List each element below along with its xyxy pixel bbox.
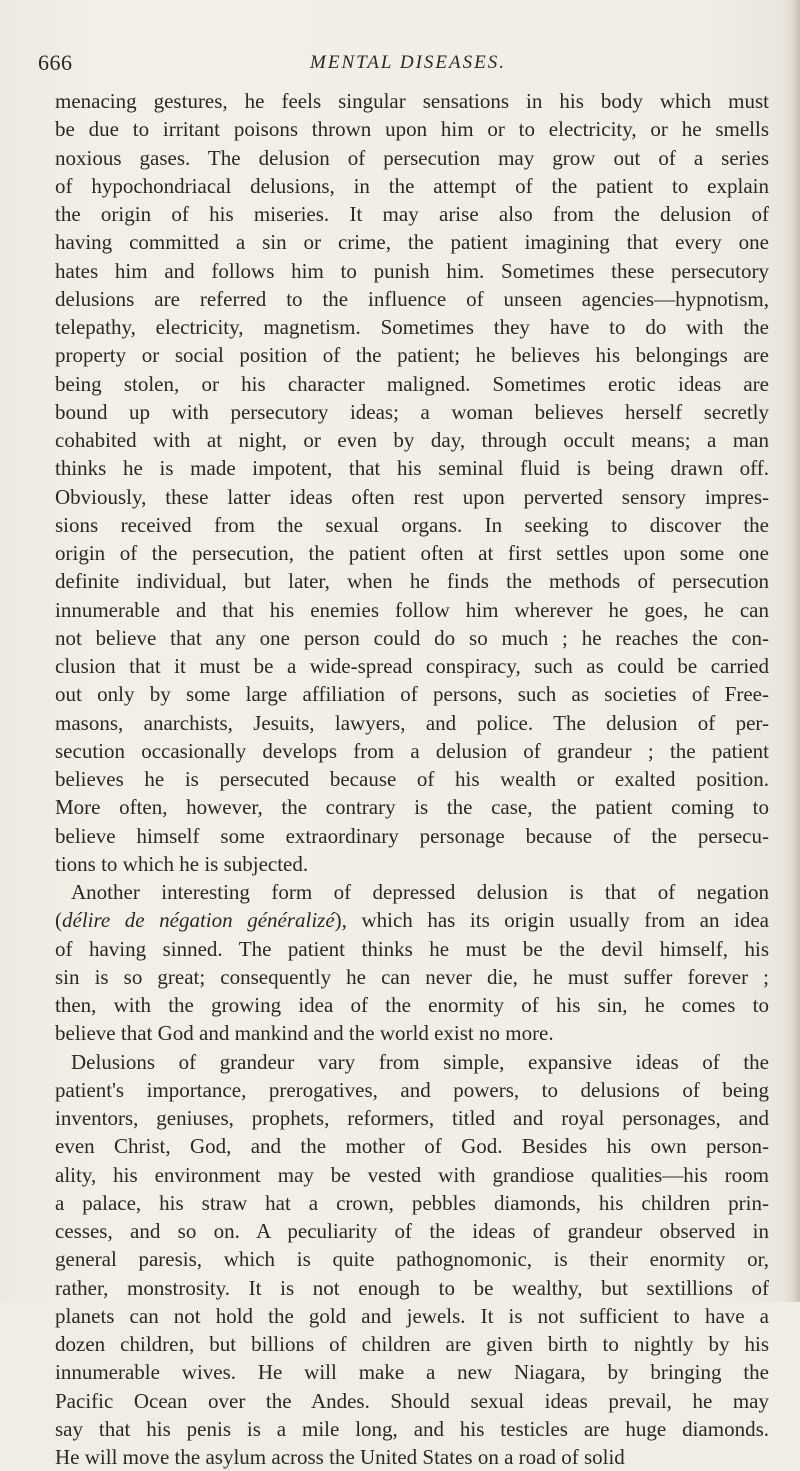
text-line: patient's importance, prerogatives, and powers, to delusions of being (55, 1076, 769, 1104)
text-line: property or social position of the patient; he believes his belongings are (55, 341, 769, 369)
text-line: planets can not hold the gold and jewels. It is not sufficient to have a (55, 1302, 769, 1330)
text-line: Pacific Ocean over the Andes. Should sexual ideas prevail, he may (55, 1387, 769, 1415)
text-line: More often, however, the contrary is the case, the patient coming to (55, 793, 769, 821)
text-line: bound up with persecutory ideas; a woman believes herself secretly (55, 398, 769, 426)
page-header (38, 50, 778, 80)
text-line: innumerable wives. He will make a new Niagara, by bringing the (55, 1358, 769, 1386)
text-line: dozen children, but billions of children are given birth to nightly by his (55, 1330, 769, 1358)
text-line: believe himself some extraordinary personage because of the persecu- (55, 822, 769, 850)
text-line: be due to irritant poisons thrown upon him or to electricity, or he smells (55, 115, 769, 143)
text-line: say that his penis is a mile long, and his testicles are huge diamonds. (55, 1415, 769, 1443)
text-line: sions received from the sexual organs. In seeking to discover the (55, 511, 769, 539)
text-line: clusion that it must be a wide-spread conspiracy, such as could be carried (55, 652, 769, 680)
text-line: hates him and follows him to punish him. Sometimes these persecutory (55, 257, 769, 285)
text-line: then, with the growing idea of the enormity of his sin, he comes to (55, 991, 769, 1019)
text-line: believe that God and mankind and the world exist no more. (55, 1019, 769, 1047)
text-line: origin of the persecution, the patient often at first settles upon some one (55, 539, 769, 567)
text-line: of having sinned. The patient thinks he must be the devil himself, his (55, 935, 769, 963)
text-line: even Christ, God, and the mother of God. Besides his own person- (55, 1132, 769, 1160)
text-line: being stolen, or his character maligned. Sometimes erotic ideas are (55, 370, 769, 398)
running-head: MENTAL DISEASES. (38, 52, 778, 74)
text-line: having committed a sin or crime, the patient imagining that every one (55, 228, 769, 256)
text-line: innumerable and that his enemies follow him wherever he goes, he can (55, 596, 769, 624)
text-line: Delusions of grandeur vary from simple, expansive ideas of the (55, 1048, 769, 1076)
text-line: Obviously, these latter ideas often rest upon perverted sensory impres- (55, 483, 769, 511)
text-line: rather, monstrosity. It is not enough to be wealthy, but sextillions of (55, 1274, 769, 1302)
text-line: ality, his environment may be vested with grandiose qualities—his room (55, 1161, 769, 1189)
text-line: noxious gases. The delusion of persecution may grow out of a series (55, 144, 769, 172)
page-number: 666 (38, 50, 73, 76)
text-line: secution occasionally develops from a delusion of grandeur ; the patient (55, 737, 769, 765)
body-text (55, 87, 769, 1471)
text-line: cohabited with at night, or even by day, through occult means; a man (55, 426, 769, 454)
text-line: menacing gestures, he feels singular sensations in his body which must (55, 87, 769, 115)
text-line: the origin of his miseries. It may arise also from the delusion of (55, 200, 769, 228)
paragraph (55, 878, 769, 1048)
text-line: not believe that any one person could do so much ; he reaches the con- (55, 624, 769, 652)
text-line: tions to which he is subjected. (55, 850, 769, 878)
paragraph (55, 87, 769, 878)
text-line: telepathy, electricity, magnetism. Sometimes they have to do with the (55, 313, 769, 341)
text-line: cesses, and so on. A peculiarity of the ideas of grandeur observed in (55, 1217, 769, 1245)
text-line: of hypochondriacal delusions, in the attempt of the patient to explain (55, 172, 769, 200)
text-line: (délire de négation généralizé), which has its origin usually from an idea (55, 906, 769, 934)
paragraph (55, 1048, 769, 1471)
text-line: a palace, his straw hat a crown, pebbles diamonds, his children prin- (55, 1189, 769, 1217)
text-line: delusions are referred to the influence of unseen agencies—hypnotism, (55, 285, 769, 313)
text-line: general paresis, which is quite pathognomonic, is their enormity or, (55, 1245, 769, 1273)
text-line: masons, anarchists, Jesuits, lawyers, and police. The delusion of per- (55, 709, 769, 737)
text-line: Another interesting form of depressed delusion is that of negation (55, 878, 769, 906)
text-line: believes he is persecuted because of his wealth or exalted position. (55, 765, 769, 793)
text-line: out only by some large affiliation of persons, such as societies of Free- (55, 680, 769, 708)
text-line: inventors, geniuses, prophets, reformers, titled and royal personages, and (55, 1104, 769, 1132)
text-line: He will move the asylum across the United States on a road of solid (55, 1443, 769, 1471)
text-line: sin is so great; consequently he can never die, he must suffer forever ; (55, 963, 769, 991)
text-line: thinks he is made impotent, that his seminal fluid is being drawn off. (55, 454, 769, 482)
text-line: definite individual, but later, when he finds the methods of persecution (55, 567, 769, 595)
page-edge-shadow (784, 0, 800, 1302)
